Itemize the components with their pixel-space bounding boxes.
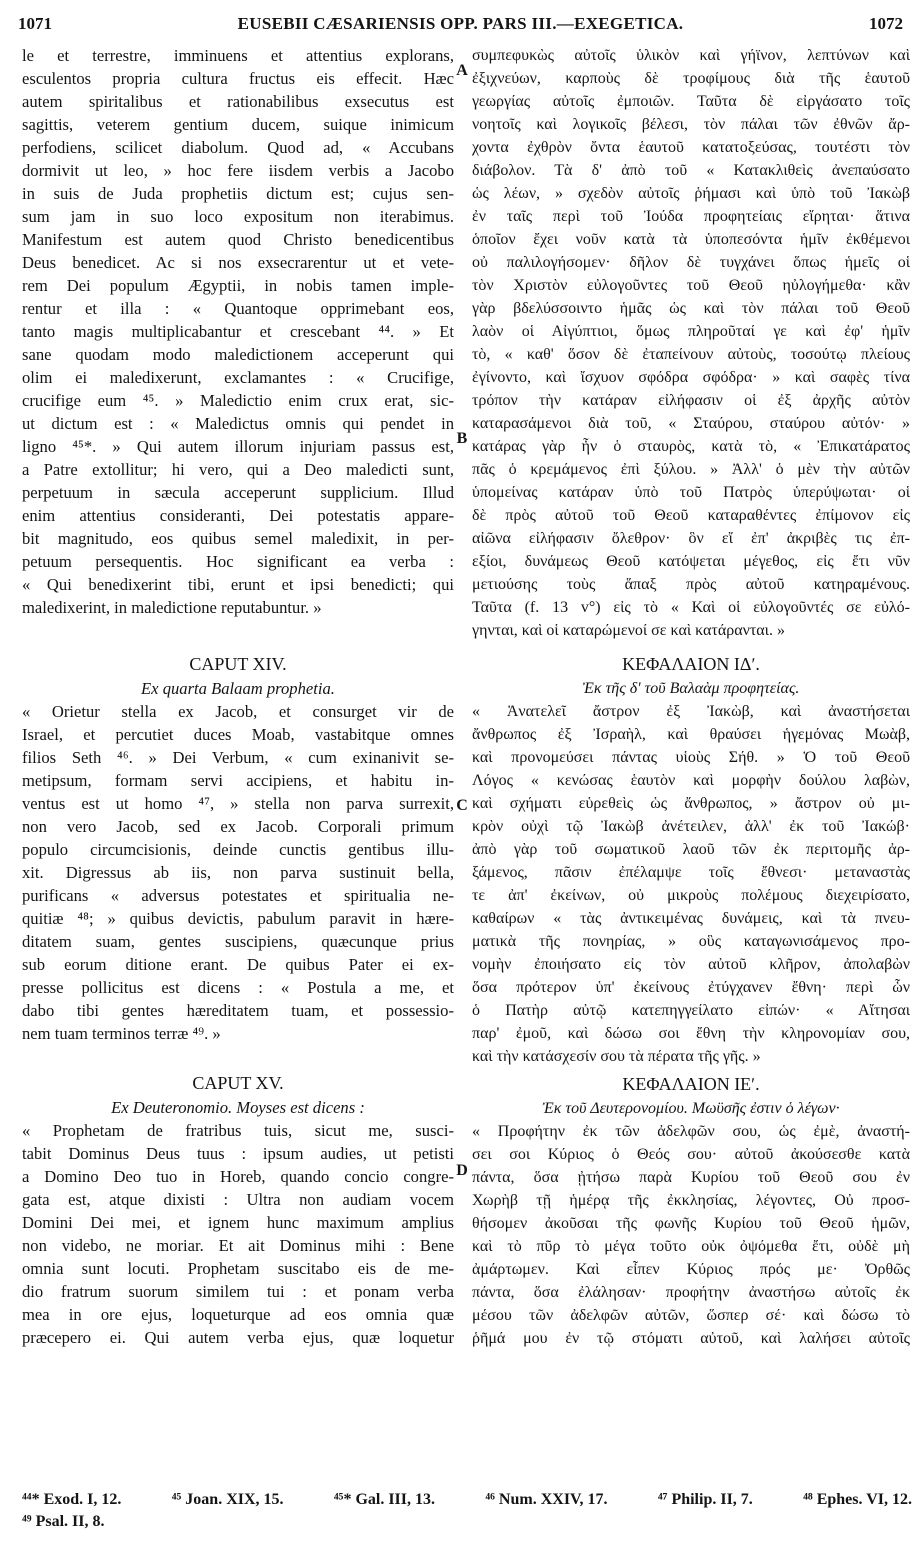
greek-column — [472, 44, 910, 1350]
latin-line: olim ei maledixerunt, exclamantes : « Crucifige, — [22, 368, 454, 387]
latin-line: ventus est ut homo ⁴⁷, » stella non parva surrexit, — [22, 794, 454, 813]
latin-line: sane quodam modo maledictionem acceperunt qui — [22, 345, 454, 364]
greek-line: μετιούσης τοὺς ἅπαξ πρὸς αὐτοῦ κατηραμένους. — [472, 576, 910, 593]
greek-line: ὅσα πρότερον ὑπ' ἐκείνους ἐτύγχανεν ἔθνη· περὶ ὧν — [472, 979, 910, 996]
greek-line: σει σοι Κύριος ὁ Θεός σου· αὐτοῦ ἀκούσεσθε κατὰ — [472, 1146, 910, 1163]
greek-line: διάβολον. Τὰ δ' ἀπὸ τοῦ « Κατακλιθεὶς ἀνεπαύσατο — [472, 162, 910, 179]
greek-line: καὶ τὸ πῦρ τὸ μέγα τοῦτο οὐκ ὀψόμεθα ἔτι, οὐδὲ μὴ — [472, 1238, 910, 1255]
greek-line: αἰῶνα εἰλήφασιν ὄλεθρον· ὃν εἴ ἐπ' ἀκριβὲς τις ἐπ- — [472, 530, 910, 547]
margin-letter-a: A — [456, 62, 468, 79]
latin-line: esculentos propria cultura fructus eis effecit. Hæc — [22, 69, 454, 88]
greek-line: καὶ προνομεύσει πάντας υἱοὺς Σήθ. » Ὁ τοῦ Θεοῦ — [472, 749, 910, 766]
latin-line: quitiæ ⁴⁸; » quibus devictis, pabulum paravit in hære- — [22, 909, 454, 928]
greek-line: πάντα, ὅσα ᾐτήσω παρὰ Κυρίου τοῦ Θεοῦ σου ἐν — [472, 1169, 910, 1186]
latin-line: rem Dei populum Ægyptii, in nobis tamen imple- — [22, 276, 454, 295]
running-title: EUSEBII CÆSARIENSIS OPP. PARS III.—EXEGETICA. — [237, 14, 684, 33]
latin-line: autem spiritalibus et rationabilibus exsecutus est — [22, 92, 454, 111]
footnote: ⁴⁸ Ephes. VI, 12. — [803, 1491, 912, 1508]
latin-line: Manifestum est autem quod Christo benedicentibus — [22, 230, 454, 249]
greek-line: κρὸν οὐχὶ τῷ Ἰακὼβ ἀνέτειλεν, ἀλλ' ἐκ τοῦ Ἰακώβ· — [472, 818, 910, 835]
greek-chapter-14-heading: ΚΕΦΑΛΑΙΟΝ ΙΔʹ. — [622, 654, 760, 674]
footnote: ⁴⁵ Joan. XIX, 15. — [171, 1491, 284, 1508]
latin-line: ligno ⁴⁵*. » Qui autem illorum injuriam passus est, — [22, 437, 454, 456]
latin-line: non vero Jacob, sed ex Jacob. Corporali primum — [22, 817, 454, 836]
greek-paragraph-3 — [472, 1120, 910, 1350]
greek-line: κατάρας γὰρ ἦν ὁ σταυρὸς, κατὰ τὸ, « Ἐπικατάρατος — [472, 438, 910, 455]
latin-line: in suis de Juda prophetiis dictum est; cujus sen- — [22, 184, 454, 203]
latin-line: metipsum, formam servi accipiens, et habitu in- — [22, 771, 454, 790]
page-number-left: 1071 — [18, 14, 52, 33]
footnote: ⁴⁵* Gal. III, 13. — [333, 1491, 436, 1508]
greek-line: ἐγίνοντο, καὶ ἴσχυον σφόδρα σφόδρα· » καὶ σαφὲς τίνα — [472, 369, 910, 386]
greek-line: τρόπον τὴν κατάραν εἰλήφασιν οἱ ἐξ ἀρχῆς αὐτὸν — [472, 392, 910, 409]
latin-line: purificans « adversus potestates et spiritualia ne- — [22, 886, 454, 905]
page-number-right: 1072 — [869, 14, 903, 33]
margin-letter-b: B — [456, 430, 468, 447]
latin-chapter-xv-subtitle: Ex Deuteronomio. Moyses est dicens : — [111, 1098, 365, 1117]
latin-line: maledixerint, in maledictione reputabuntur. » — [22, 598, 322, 617]
latin-chapter-xv-heading: CAPUT XV. — [192, 1073, 284, 1093]
greek-line: « Προφήτην ἐκ τῶν ἀδελφῶν σου, ὡς ἐμὲ, ἀναστή- — [472, 1123, 910, 1140]
greek-line: θήσομεν ἀκοῦσαι τῆς φωνῆς Κυρίου τοῦ Θεοῦ ἡμῶν, — [472, 1215, 910, 1232]
footnote: ⁴⁹ Psal. II, 8. — [22, 1513, 105, 1530]
greek-line: τὸ, « καθ' ὅσον δὲ ἐταπείνουν αὐτοὺς, τοσούτῳ πλείους — [472, 346, 910, 363]
greek-line: τε ἀπ' ἐκείνων, οὐ μικροὺς πολέμους διεχειρίσατο, — [472, 887, 910, 904]
latin-line: dabo tibi gentes hæreditatem tuam, et possessio- — [22, 1001, 454, 1020]
greek-line: μέσου τῶν ἀδελφῶν αὐτῶν, ὥσπερ σέ· καὶ δώσω τὸ — [472, 1307, 910, 1324]
latin-line: « Orietur stella ex Jacob, et consurget vir de — [22, 702, 454, 721]
greek-line: ὁ Πατὴρ αὐτῷ κατεπηγγείλατο εἰπών· « Αἴτησαι — [472, 1002, 910, 1019]
greek-line: Λόγος « κενώσας ἑαυτὸν καὶ μορφὴν δούλου λαβὼν, — [472, 772, 910, 789]
greek-chapter-14-subtitle: Ἐκ τῆς δ' τοῦ Βαλαὰμ προφητείας. — [582, 680, 800, 697]
greek-line: συμπεφυκὼς αὐτοῖς ὑλικὸν καὶ γήϊνον, λεπτύνων καὶ — [472, 47, 910, 64]
latin-line: Deus benedicet. Ac si nos exsecrarentur ut et vete- — [22, 253, 454, 272]
latin-line: le et terrestre, imminuens et attentius explorans, — [22, 46, 454, 65]
greek-line: οὐ παλιλογήσομεν· δῆλον δὲ τυγχάνει ὅπως ἡμεῖς οἱ — [472, 254, 910, 271]
footnotes — [22, 1489, 912, 1533]
latin-line: a Domino Deo tuo in Horeb, quando concio congre- — [22, 1167, 454, 1186]
latin-line: dormivit ut leo, » hoc fere iisdem verbis a Jacobo — [22, 161, 454, 180]
greek-line: παρ' ἐμοῦ, καὶ δώσω σοι ἔθνη τὴν κληρονομίαν σου, — [472, 1025, 910, 1042]
latin-column — [22, 44, 454, 1349]
greek-line: ῥῆμά μου ἐν τῷ στόματι αὐτοῦ, καὶ λαλήσει αὐτοῖς — [472, 1330, 910, 1347]
greek-paragraph-2 — [472, 700, 910, 1068]
latin-line: Domini Dei mei, et ignem hunc maximum amplius — [22, 1213, 454, 1232]
greek-line: καταρασάμενοι διὰ τοῦ, « Σταύρου, σταύρου αὐτόν· » — [472, 415, 910, 432]
footnote: ⁴⁴* Exod. I, 12. — [22, 1491, 122, 1508]
greek-line: Χωρὴβ τῇ ἡμέρᾳ τῆς ἐκκλησίας, λέγοντες, Οὐ προσ- — [472, 1192, 910, 1209]
greek-paragraph-1 — [472, 44, 910, 642]
latin-line: a Patre extollitur; hi vero, qui a Deo maledicti sunt, — [22, 460, 454, 479]
latin-line: « Qui benedixerint tibi, erunt et ipsi benedicti; qui — [22, 575, 454, 594]
margin-letter-d: D — [456, 1162, 468, 1179]
greek-line: νομὴν ἐποιήσατο εἰς τὸν αὐτοῦ κλῆρον, ἀπολαβὼν — [472, 956, 910, 973]
latin-line: gata est, atque dixisti : Ultra non audiam vocem — [22, 1190, 454, 1209]
latin-line: bit magnitudo, eos quibus semel maledixit, in per- — [22, 529, 454, 548]
greek-chapter-15-heading: ΚΕΦΑΛΑΙΟΝ ΙΕʹ. — [622, 1074, 760, 1094]
latin-line: populo circumcisionis, deinde cunctis gentibus illu- — [22, 840, 454, 859]
latin-line: perpetuum in sæcula acceperunt supplicium. Illud — [22, 483, 454, 502]
latin-line: petuum persequentis. Hoc significant ea verba : — [22, 552, 454, 571]
greek-line: Ταῦτα (f. 13 v°) εἰς τὸ « Καὶ οἱ εὐλογοῦντές σε εὐλό- — [472, 599, 910, 616]
greek-line: ἀμάρτωμεν. Καὶ εἶπεν Κύριος πρός με· Ὀρθῶς — [472, 1261, 910, 1278]
latin-line: sagittis, veterem gentium ducem, suique inimicum — [22, 115, 454, 134]
greek-line: λαὸν οἱ Αἰγύπτιοι, ὅμως πληροῦταί γε καὶ ἐφ' ἡμῖν — [472, 323, 910, 340]
page-header — [18, 14, 903, 40]
latin-line: enim attentius consideranti, Dei potestatis appare- — [22, 506, 454, 525]
latin-line: tanto magis multiplicabantur et crescebant ⁴⁴. » Et — [22, 322, 454, 341]
margin-letter-c: C — [456, 797, 468, 814]
latin-line: filios Seth ⁴⁶. » Dei Verbum, « cum exinanivit se- — [22, 748, 454, 767]
latin-chapter-xiv-heading: CAPUT XIV. — [189, 654, 287, 674]
latin-line: crucifige eum ⁴⁵. » Maledictio enim crux erat, sic- — [22, 391, 454, 410]
latin-line: ditatem suam, gentes suscipiens, quæcunque prius — [22, 932, 454, 951]
greek-line: ἄνθρωπος ἐξ Ἰσραὴλ, καὶ θραύσει ἡγεμόνας Μωὰβ, — [472, 726, 910, 743]
greek-line: δὲ πρὸς αὐτοῦ τοῦ Θεοῦ καταραθέντες ἐπίμονον εἰς — [472, 507, 910, 524]
greek-line: καὶ σχήματι εὑρεθεὶς ὡς ἄνθρωπος, » ἄστρον οὐ μι- — [472, 795, 910, 812]
latin-line: mea in ore ejus, loqueturque ad eos omnia quæ — [22, 1305, 454, 1324]
greek-line: καὶ τὴν κατάσχεσίν σου τὰ πέρατα τῆς γῆς. » — [472, 1048, 761, 1065]
latin-line: « Prophetam de fratribus tuis, sicut me, susci- — [22, 1121, 454, 1140]
greek-line: ξάμενος, πᾶσιν ἐπέλαμψε τοῖς ἔθνεσι· μεταναστὰς — [472, 864, 910, 881]
greek-line: τὸν Χριστὸν εὐλογοῦντες τοῦ Θεοῦ ηὐλογήμεθα· κἂν — [472, 277, 910, 294]
greek-line: ματικὰ τῆς πονηρίας, » οὓς καταγωνισάμενος προ- — [472, 933, 910, 950]
latin-paragraph-3 — [22, 1119, 454, 1349]
greek-line: ἀπὸ γὰρ τοῦ σωματικοῦ λαοῦ τῶν ἐκ περιτομῆς ἀρ- — [472, 841, 910, 858]
latin-line: nem tuam terminos terræ ⁴⁹. » — [22, 1024, 221, 1043]
footnote: ⁴⁶ Num. XXIV, 17. — [485, 1491, 608, 1508]
greek-line: ὁποῖον ἔχει νοῦν κατὰ τὰ ὑποπεσόντα ἡμῖν ἐκθέμενοι — [472, 231, 910, 248]
greek-line: πᾶς ὁ κρεμάμενος ἐπὶ ξύλου. » Ἀλλ' ὁ μὲν τὴν αὐτῶν — [472, 461, 910, 478]
latin-paragraph-2 — [22, 700, 454, 1045]
latin-line: omnia sunt locuti. Prophetam suscitabo eis de me- — [22, 1259, 454, 1278]
greek-line: καθαίρων « τὰς ἀντικειμένας δυνάμεις, καὶ τὰ πνευ- — [472, 910, 910, 927]
latin-line: sum jam in suo loco expositum non iterabimus. — [22, 207, 454, 226]
latin-line: præcepero ei. Qui autem verba ejus, quæ loquetur — [22, 1328, 454, 1347]
latin-line: xit. Digressus ab iis, non parva sustinuit bella, — [22, 863, 454, 882]
latin-line: perfodiens, scilicet diabolum. Quod ad, « Accubans — [22, 138, 454, 157]
greek-line: « Ἀνατελεῖ ἄστρον ἐξ Ἰακὼβ, καὶ ἀναστήσεται — [472, 703, 910, 720]
greek-chapter-15-subtitle: Ἐκ τοῦ Δευτερονομίου. Μωϋσῆς ἐστιν ὁ λέγων· — [542, 1100, 840, 1117]
latin-line: Israel, et percutiet duces Moab, vastabitque omnes — [22, 725, 454, 744]
latin-line: sub eorum ditione erant. De quibus Pater ei ex- — [22, 955, 454, 974]
greek-line: ἐξιχνεύων, καρποὺς δὲ τροφίμους διὰ τῆς ἑαυτοῦ — [472, 70, 910, 87]
greek-line: πάντα, ὅσα ἐλάλησαν· προφήτην ἀναστήσω αὐτοῖς ἐκ — [472, 1284, 910, 1301]
greek-line: ἐν ταῖς περὶ τοῦ Ἰούδα προφητείαις εἴρηται· ἅτινα — [472, 208, 910, 225]
footnote: ⁴⁷ Philip. II, 7. — [657, 1491, 753, 1508]
greek-line: γηνται, καὶ οἱ καταρώμενοί σε καὶ κατάρανται. » — [472, 622, 785, 639]
latin-line: dio fratrum suorum similem tui : et ponam verba — [22, 1282, 454, 1301]
latin-paragraph-1 — [22, 44, 454, 619]
greek-line: ὑπομείνας κατάραν ὑπὸ τοῦ Πατρὸς ὑπερύψωται· οἱ — [472, 484, 910, 501]
greek-line: νοητοῖς καὶ λογικοῖς βέλεσι, τὸν πάλαι τῶν ἐθνῶν ἄρ- — [472, 116, 910, 133]
latin-line: presse pollicitus est dicens : « Postula a me, et — [22, 978, 454, 997]
greek-line: ὡς λέων, » σχεδὸν αὐτοῖς ῥήμασι καὶ ὑπὸ τοῦ Ἰακὼβ — [472, 185, 910, 202]
greek-line: γεωργίας αὐτοῖς ἐμποιῶν. Ταῦτα δὲ εἰργάσατο τοῖς — [472, 93, 910, 110]
greek-line: εξίοι, δυνάμεως Θεοῦ κατόψεται μέγεθος, εἰς ἔτι νῦν — [472, 553, 910, 570]
latin-line: tabit Dominus Deus tuus : ipsum audies, ut petisti — [22, 1144, 454, 1163]
latin-line: ut dictum est : « Maledictus omnis qui pendet in — [22, 414, 454, 433]
latin-line: non videbo, ne moriar. Et ait Dominus mihi : Bene — [22, 1236, 454, 1255]
greek-line: χοντα ἐχθρὸν ὄντα ἑαυτοῦ κατατοξεύσας, τουτέστι τὸν — [472, 139, 910, 156]
greek-line: γὰρ βδελύσσοιντο ἡμᾶς ὡς καὶ τὸν πάλαι τοῦ Θεοῦ — [472, 300, 910, 317]
latin-chapter-xiv-subtitle: Ex quarta Balaam prophetia. — [141, 679, 335, 698]
latin-line: rentur et illa : « Quantoque opprimebant eos, — [22, 299, 454, 318]
